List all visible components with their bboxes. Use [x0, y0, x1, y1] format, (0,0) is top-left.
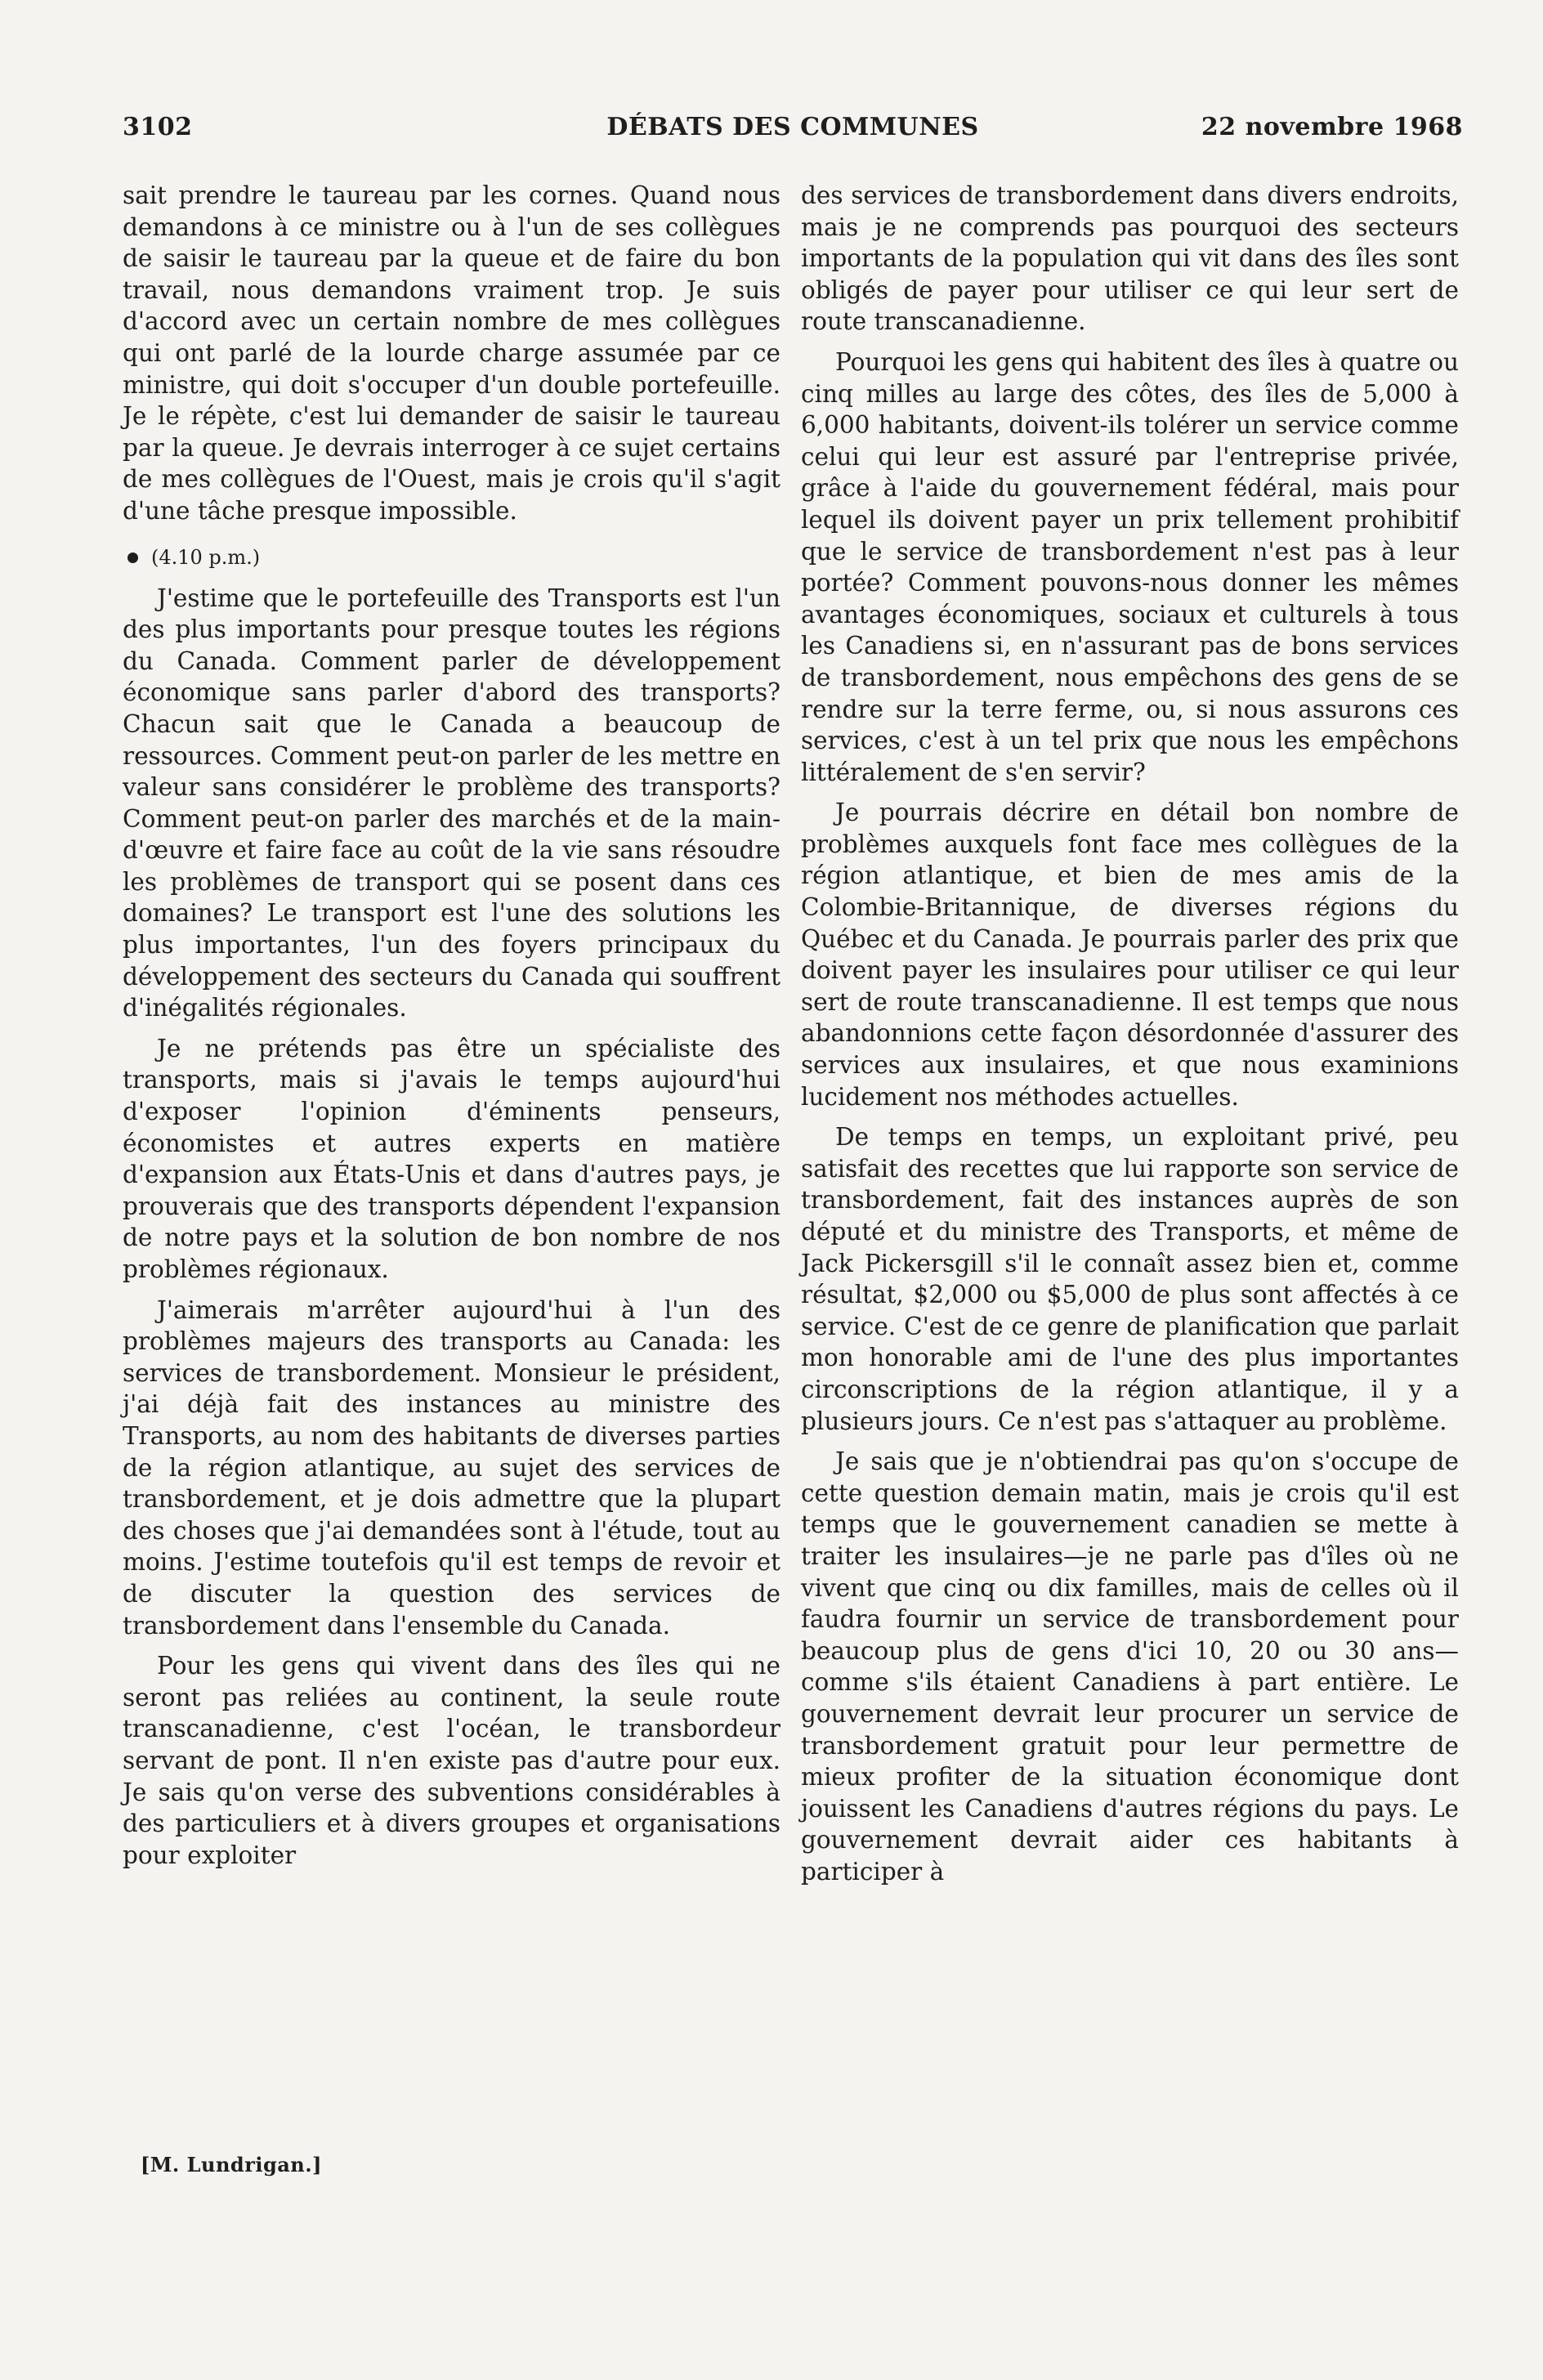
paragraph: Pourquoi les gens qui habitent des îles à quatre ou cinq milles au large des côtes, des îles de 5,000 à 6,000 habitants, doivent-ils tolérer un service comme celui qui leur est assuré par l'entreprise privée, grâce à l'aide du gouvernement fédéral, mais pour lequel ils doivent payer un prix tellement prohibitif que le service de transbordement n'est pas à leur portée? Comment pouvons-nous donner les mêmes avantages économiques, sociaux et culturels à tous les Canadiens si, en n'assurant pas de bons services de transbordement, nous empêchons des gens de se rendre sur la terre ferme, ou, si nous assurons ces services, c'est à un tel prix que nous les empêchons littéralement de s'en servir?: [801, 347, 1459, 786]
paragraph: Pour les gens qui vivent dans des îles qui ne seront pas reliées au continent, la seule route transcanadienne, c'est l'océan, le transbordeur servant de pont. Il n'en existe pas d'autre pour eux. Je sais qu'on verse des subventions considérables à des particuliers et à divers groupes et organisations pour exploiter: [123, 1652, 780, 1869]
left-column: [123, 180, 780, 1880]
page-date: 22 novembre 1968: [1201, 113, 1463, 141]
paragraph: sait prendre le taureau par les cornes. Quand nous demandons à ce ministre ou à l'un de ses collègues de saisir le taureau par la queue et de faire du bon travail, nous demandons vraiment trop. Je suis d'accord avec un certain nombre de mes collègues qui ont parlé de la lourde charge assumée par ce ministre, qui doit s'occuper d'un double portefeuille. Je le répète, c'est lui demander de saisir le taureau par la queue. Je devrais interroger à ce sujet certains de mes collègues de l'Ouest, mais je crois qu'il s'agit d'une tâche presque impossible.: [123, 181, 780, 525]
paragraph: J'aimerais m'arrêter aujourd'hui à l'un des problèmes majeurs des transports au Canada: les services de transbordement. Monsieur le président, j'ai déjà fait des instances au ministre des Transports, au nom des habitants de diverses parties de la région atlantique, au sujet des services de transbordement, et je dois admettre que la plupart des choses que j'ai demandées sont à l'étude, tout au moins. J'estime toutefois qu'il est temps de revoir et de discuter la question des services de transbordement dans l'ensemble du Canada.: [123, 1295, 780, 1640]
paragraph: De temps en temps, un exploitant privé, peu satisfait des recettes que lui rapporte son service de transbordement, fait des instances auprès de son député et du ministre des Transports, et même de Jack Pickersgill s'il le connaît assez bien et, comme résultat, $2,000 ou $5,000 de plus sont affectés à ce service. C'est de ce genre de planification que parlait mon honorable ami de l'une des plus importantes circonscriptions de la région atlantique, il y a plusieurs jours. Ce n'est pas s'attaquer au problème.: [801, 1123, 1459, 1435]
paragraph: Je ne prétends pas être un spécialiste des transports, mais si j'avais le temps aujourd'hui d'exposer l'opinion d'éminents penseurs, économistes et autres experts en matière d'expansion aux États-Unis et dans d'autres pays, je prouverais que des transports dépendent l'expansion de notre pays et la solution de bon nombre de nos problèmes régionaux.: [123, 1034, 780, 1283]
paragraph: des services de transbordement dans divers endroits, mais je ne comprends pas pourquoi des secteurs importants de la population qui vit dans des îles sont obligés de payer pour utiliser ce qui leur sert de route transcanadienne.: [801, 181, 1459, 336]
page-header: [123, 113, 1463, 154]
paragraph: Je sais que je n'obtiendrai pas qu'on s'occupe de cette question demain matin, mais je crois qu'il est temps que le gouvernement canadien se mette à traiter les insulaires—je ne parle pas d'îles où ne vivent que cinq ou dix familles, mais de celles où il faudra fournir un service de transbordement pour beaucoup plus de gens d'ici 10, 20 ou 30 ans—comme s'ils étaient Canadiens à part entière. Le gouvernement devrait leur procurer un service de transbordement gratuit pour leur permettre de mieux profiter de la situation économique dont jouissent les Canadiens d'autres régions du pays. Le gouvernement devrait aider ces habitants à participer à: [801, 1447, 1459, 1886]
time-marker-text: (4.10 p.m.): [151, 545, 261, 569]
paragraph: Je pourrais décrire en détail bon nombre de problèmes auxquels font face mes collègues de la région atlantique, et bien de mes amis de la Colombie-Britannique, de diverses régions du Québec et du Canada. Je pourrais parler des prix que doivent payer les insulaires pour utiliser ce qui leur sert de route transcanadienne. Il est temps que nous abandonnions cette façon désordonnée d'assurer des services aux insulaires, et que nous examinions lucidement nos méthodes actuelles.: [801, 799, 1459, 1111]
speaker-attribution: [M. Lundrigan.]: [141, 2153, 322, 2176]
page-number: 3102: [123, 113, 193, 141]
bullet-icon: [127, 552, 138, 563]
time-marker: [123, 542, 780, 573]
paragraph: J'estime que le portefeuille des Transports est l'un des plus importants pour presque toutes les régions du Canada. Comment parler de développement économique sans parler d'abord des transports? Chacun sait que le Canada a beaucoup de ressources. Comment peut-on parler de les mettre en valeur sans considérer le problème des transports? Comment peut-on parler des marchés et de la main-d'œuvre et faire face au coût de la vie sans résoudre les problèmes de transport qui se posent dans ces domaines? Le transport est l'une des solutions les plus importantes, l'un des foyers principaux du développement des secteurs du Canada qui souffrent d'inégalités régionales.: [123, 584, 780, 1022]
right-column: [801, 180, 1459, 1896]
publication-title: DÉBATS DES COMMUNES: [606, 113, 979, 141]
